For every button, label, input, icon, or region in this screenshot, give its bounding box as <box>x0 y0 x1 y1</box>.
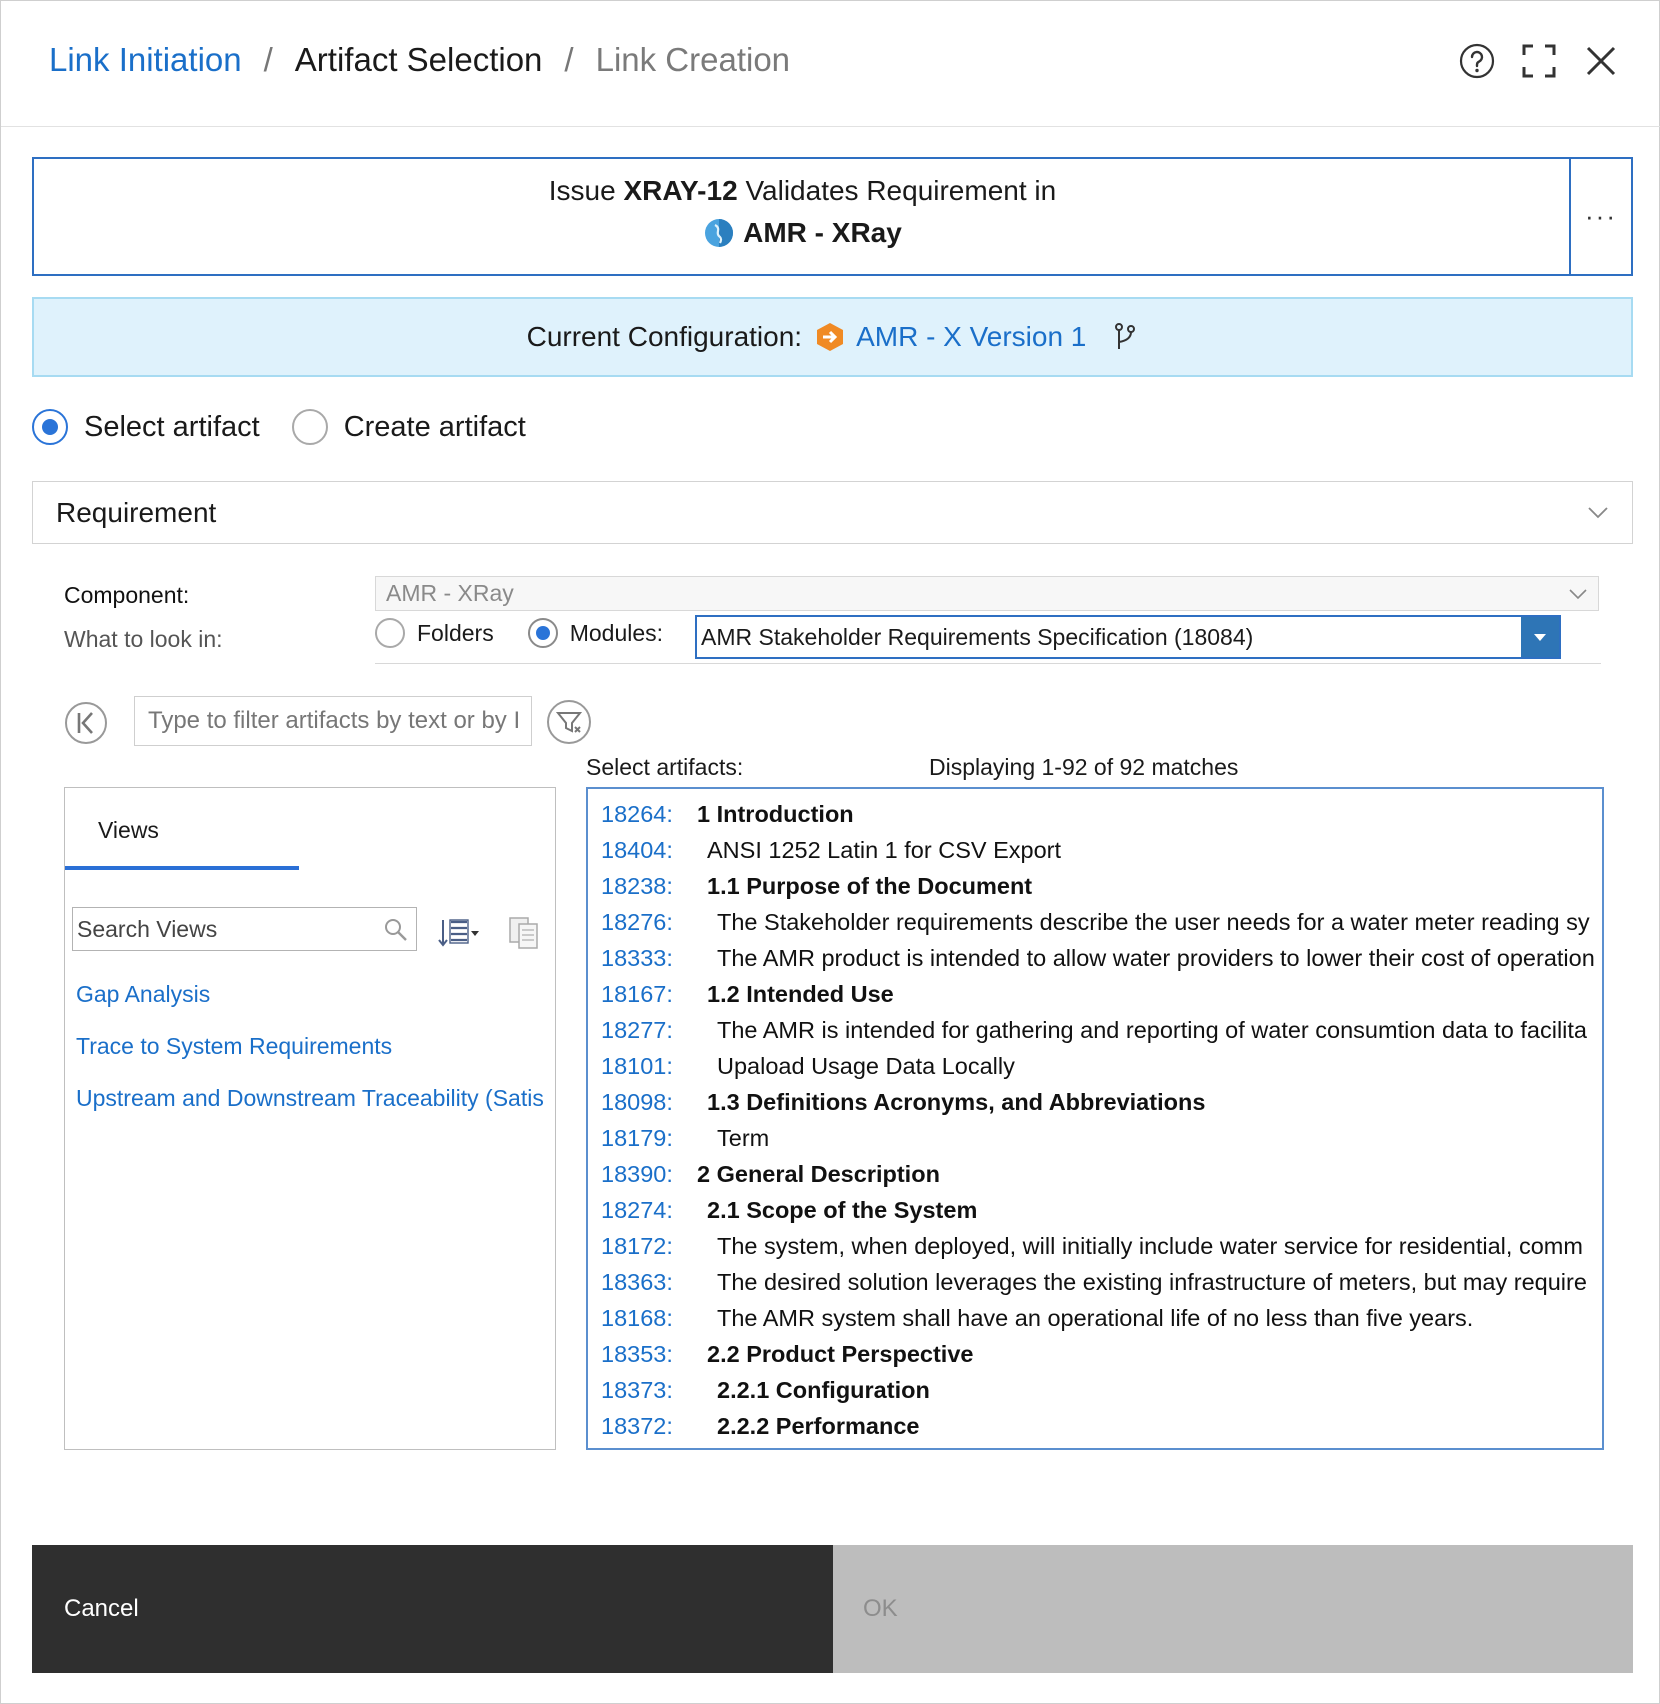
ok-button[interactable]: OK <box>833 1545 1633 1673</box>
help-icon[interactable] <box>1457 41 1497 81</box>
artifact-title: 2.2.1 Configuration <box>717 1377 930 1403</box>
fullscreen-icon[interactable] <box>1519 41 1559 81</box>
artifact-row[interactable] <box>601 1300 1604 1336</box>
modules-radio[interactable] <box>528 618 558 648</box>
search-icon <box>383 917 409 943</box>
artifact-id-link[interactable]: 18363: <box>601 1269 673 1295</box>
cancel-button[interactable]: Cancel <box>32 1545 833 1673</box>
artifact-row[interactable] <box>601 1048 1604 1084</box>
artifact-filter-input[interactable]: Type to filter artifacts by text or by I <box>134 696 532 746</box>
artifact-title: The system, when deployed, will initially include water service for residential, comm <box>717 1233 1583 1259</box>
first-page-icon[interactable] <box>64 701 108 745</box>
artifact-id-link[interactable]: 18167: <box>601 981 673 1007</box>
branch-icon[interactable] <box>1112 322 1138 352</box>
views-list <box>76 968 544 1124</box>
search-views-input[interactable] <box>72 907 417 951</box>
caret-down-icon <box>1533 632 1547 642</box>
artifact-title: Upaload Usage Data Locally <box>717 1053 1015 1079</box>
breadcrumb-separator: / <box>564 41 574 78</box>
artifact-title: 1.2 Intended Use <box>707 981 894 1007</box>
project-globe-icon <box>703 217 735 249</box>
current-configuration-bar <box>32 297 1633 377</box>
look-in-label: What to look in: <box>64 626 223 652</box>
sort-views-icon[interactable] <box>437 916 481 950</box>
view-item-trace-to-system-requirements[interactable]: Trace to System Requirements <box>76 1033 393 1059</box>
search-views-placeholder: Search Views <box>77 916 218 942</box>
module-select[interactable] <box>695 615 1561 659</box>
artifact-title: 1 Introduction <box>697 801 854 827</box>
artifact-title: 2.1 Scope of the System <box>707 1197 978 1223</box>
breadcrumb-artifact-selection: Artifact Selection <box>294 41 543 78</box>
module-dropdown-button[interactable] <box>1521 617 1559 657</box>
tab-views[interactable]: Views <box>65 788 299 870</box>
artifact-id-link[interactable]: 18390: <box>601 1161 673 1187</box>
artifact-id-link[interactable]: 18277: <box>601 1017 673 1043</box>
divider <box>375 663 1601 664</box>
folders-radio[interactable] <box>375 618 405 648</box>
breadcrumb-separator: / <box>263 41 273 78</box>
artifact-row[interactable] <box>601 1336 1604 1372</box>
chevron-down-icon <box>1568 586 1588 602</box>
artifact-id-link[interactable]: 18238: <box>601 873 673 899</box>
chevron-down-icon <box>1586 500 1610 524</box>
artifact-title: 2 General Description <box>697 1161 940 1187</box>
view-item-upstream-downstream-traceability[interactable]: Upstream and Downstream Traceability (Satis <box>76 1085 544 1111</box>
link-summary-line <box>34 173 1571 209</box>
artifact-row[interactable] <box>601 1192 1604 1228</box>
configuration-label: Current Configuration: <box>526 321 803 352</box>
project-name: AMR - XRay <box>743 217 902 248</box>
module-value: AMR Stakeholder Requirements Specification (18084) <box>701 624 1254 650</box>
select-artifact-radio[interactable] <box>32 409 68 445</box>
create-artifact-radio[interactable] <box>292 409 328 445</box>
filter-icon[interactable] <box>546 699 592 745</box>
artifact-row[interactable] <box>601 832 1604 868</box>
more-options-button[interactable]: ··· <box>1569 159 1631 274</box>
artifact-id-link[interactable]: 18276: <box>601 909 673 935</box>
artifact-row[interactable] <box>601 1372 1604 1408</box>
artifact-title: 1.3 Definitions Acronyms, and Abbreviations <box>707 1089 1206 1115</box>
artifact-id-link[interactable]: 18179: <box>601 1125 673 1151</box>
link-summary-box <box>32 157 1633 276</box>
component-select[interactable] <box>375 576 1599 611</box>
artifact-row[interactable] <box>601 1408 1604 1444</box>
select-artifacts-label: Select artifacts: <box>586 754 744 780</box>
artifact-row[interactable] <box>601 1012 1604 1048</box>
artifact-id-link[interactable]: 18373: <box>601 1377 673 1403</box>
component-value: AMR - XRay <box>386 580 514 606</box>
artifact-row[interactable] <box>601 976 1604 1012</box>
header-actions <box>1457 41 1621 81</box>
look-in-group <box>375 618 697 648</box>
artifact-list-panel <box>586 787 1604 1450</box>
folders-label[interactable]: Folders <box>417 619 494 646</box>
configuration-link[interactable]: AMR - X Version 1 <box>856 321 1087 352</box>
artifact-row[interactable] <box>601 904 1604 940</box>
artifact-row[interactable] <box>601 1156 1604 1192</box>
artifact-title: The Stakeholder requirements describe the user needs for a water meter reading sy <box>717 909 1590 935</box>
copy-view-icon[interactable] <box>508 916 540 950</box>
artifact-row[interactable] <box>601 1228 1604 1264</box>
breadcrumb <box>49 41 790 79</box>
artifact-row[interactable] <box>601 1084 1604 1120</box>
artifact-title: The AMR system shall have an operational life of no less than five years. <box>717 1305 1474 1331</box>
breadcrumb-link-initiation[interactable]: Link Initiation <box>49 41 242 78</box>
artifact-mode-group <box>32 409 558 445</box>
artifact-row[interactable] <box>601 1120 1604 1156</box>
select-artifact-label[interactable]: Select artifact <box>84 410 260 443</box>
modules-label[interactable]: Modules: <box>569 619 664 646</box>
artifact-id-link[interactable]: 18098: <box>601 1089 673 1115</box>
artifact-title: 1.1 Purpose of the Document <box>707 873 1033 899</box>
artifact-id-link[interactable]: 18264: <box>601 801 673 827</box>
link-relation: Validates Requirement in <box>745 175 1057 206</box>
artifact-id-link[interactable]: 18404: <box>601 837 673 863</box>
artifact-type-value: Requirement <box>56 496 217 528</box>
artifact-id-link[interactable]: 18172: <box>601 1233 673 1259</box>
artifact-id-link[interactable]: 18168: <box>601 1305 673 1331</box>
artifact-list <box>601 796 1604 1444</box>
view-item-gap-analysis[interactable]: Gap Analysis <box>76 981 211 1007</box>
create-artifact-label[interactable]: Create artifact <box>343 410 526 443</box>
artifact-row[interactable] <box>601 796 1604 832</box>
artifact-title: Term <box>717 1125 770 1151</box>
views-panel <box>64 787 556 1450</box>
artifact-title: 2.2 Product Perspective <box>707 1341 974 1367</box>
artifact-id-link[interactable]: 18353: <box>601 1341 673 1367</box>
dialog-header <box>1 1 1660 127</box>
issue-key: XRAY-12 <box>623 175 738 206</box>
match-count-label: Displaying 1-92 of 92 matches <box>929 754 1239 780</box>
artifact-id-link[interactable]: 18274: <box>601 1197 673 1223</box>
artifact-title: The desired solution leverages the existing infrastructure of meters, but may require <box>717 1269 1587 1295</box>
target-project <box>34 217 1571 249</box>
artifact-row[interactable] <box>601 940 1604 976</box>
artifact-id-link[interactable]: 18372: <box>601 1413 673 1439</box>
artifact-title: The AMR is intended for gathering and reporting of water consumtion data to facilita <box>717 1017 1587 1043</box>
link-summary <box>34 159 1571 274</box>
artifact-type-select[interactable] <box>32 481 1633 544</box>
artifact-row[interactable] <box>601 1264 1604 1300</box>
configuration-stream-icon <box>814 321 846 353</box>
component-label: Component: <box>64 582 190 608</box>
artifact-title: The AMR product is intended to allow water providers to lower their cost of operation <box>717 945 1595 971</box>
artifact-row[interactable] <box>601 868 1604 904</box>
artifact-id-link[interactable]: 18333: <box>601 945 673 971</box>
issue-prefix: Issue <box>548 175 616 206</box>
artifact-id-link[interactable]: 18101: <box>601 1053 673 1079</box>
breadcrumb-link-creation: Link Creation <box>595 41 791 78</box>
artifact-title: 2.2.2 Performance <box>717 1413 920 1439</box>
close-icon[interactable] <box>1581 41 1621 81</box>
artifact-title: ANSI 1252 Latin 1 for CSV Export <box>707 837 1061 863</box>
